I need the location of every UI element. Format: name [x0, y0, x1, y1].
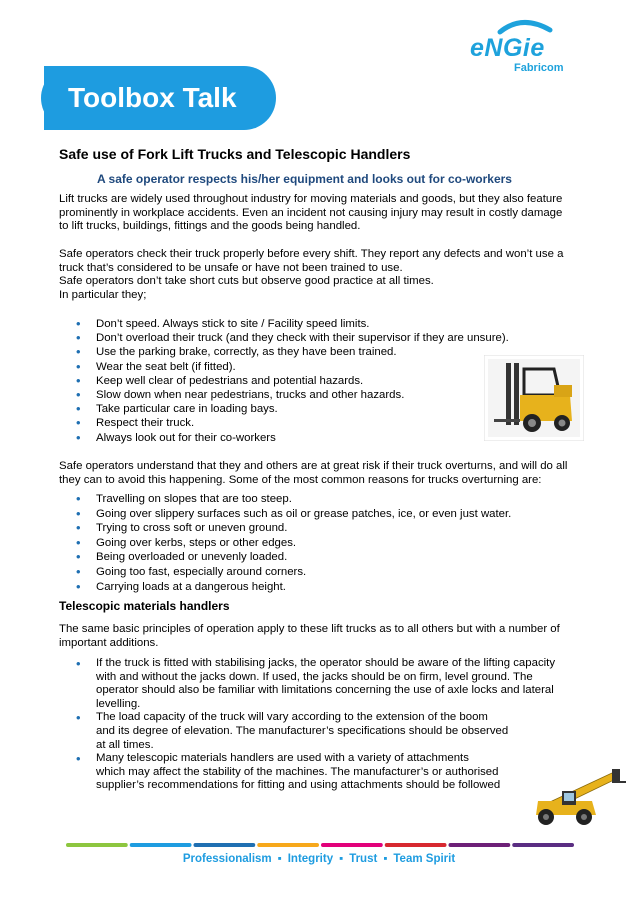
overturn-reasons-list [76, 492, 511, 594]
value-team-spirit: Team Spirit [393, 853, 456, 865]
safe-ops-line: In particular they; [59, 288, 147, 301]
tele-intro-line: The same basic principles of operation apply to these lift trucks as to all others but with a number of [59, 623, 560, 635]
list-item: • Travelling on slopes that are too steep. [76, 492, 511, 507]
tele-bullet-line: • If the truck is fitted with stabilising jacks, the operator should be aware of the lifting capacity [96, 657, 556, 669]
overturn-paragraph [59, 460, 583, 487]
list-item: • Carrying loads at a dangerous height. [76, 580, 511, 595]
value-trust: Trust [349, 853, 378, 865]
footer-bar-segment [321, 843, 383, 847]
footer-bar-segment [194, 843, 256, 847]
footer-bar-segment [449, 843, 511, 847]
intro-paragraph [59, 193, 583, 234]
list-item [76, 752, 555, 793]
list-item: • Trying to cross soft or uneven ground. [76, 521, 511, 536]
engie-logo [462, 12, 582, 74]
list-item: • Keep well clear of pedestrians and potential hazards. [76, 374, 509, 388]
tele-bullet-line: and its degree of elevation. The manufacturer’s specifications should be observed [96, 724, 509, 737]
intro-line: prominently in workplace accidents. Even an incident not causing injury may result in costly damage [59, 206, 563, 219]
banner-title: Toolbox Talk [68, 82, 237, 113]
footer-values [0, 853, 638, 865]
list-item: • Respect their truck. [76, 416, 509, 430]
tele-bullet-line: at all times. [96, 738, 154, 751]
tele-bullet-line: which may affect the stability of the machines. The manufacturer’s or authorised [96, 765, 499, 778]
footer-bar-segment [66, 843, 128, 847]
tele-intro-line: important additions. [59, 636, 159, 649]
list-item: • Take particular care in loading bays. [76, 402, 509, 416]
list-item: • Slow down when near pedestrians, trucks and other hazards. [76, 388, 509, 402]
value-integrity: Integrity [287, 853, 334, 865]
list-item: • Don’t overload their truck (and they check with their supervisor if they are unsure). [76, 331, 509, 345]
safe-operators-paragraph [59, 248, 583, 302]
page-subtitle: A safe operator respects his/her equipment and looks out for co-workers [97, 172, 512, 186]
list-item: • Wear the seat belt (if fitted). [76, 360, 509, 374]
list-item [76, 657, 555, 711]
logo-subtitle: Fabricom [514, 62, 564, 74]
footer-separator: ▪ [339, 853, 344, 865]
tele-bullet-line: supplier’s recommendations for fitting and using attachments should be followed [96, 779, 501, 792]
list-item: • Don’t speed. Always stick to site / Facility speed limits. [76, 317, 509, 331]
good-practice-list [76, 317, 509, 445]
overturn-line: Safe operators understand that they and others are at great risk if their truck overturns, and will do all [59, 460, 568, 472]
footer-separator: ▪ [277, 853, 282, 865]
list-item: • Being overloaded or unevenly loaded. [76, 550, 511, 565]
forklift-image [484, 355, 584, 441]
intro-line: Lift trucks are widely used throughout industry for moving materials and goods, but they also feature [59, 193, 563, 205]
list-item: • Going too fast, especially around corners. [76, 565, 511, 580]
footer-bar-segment [257, 843, 319, 847]
value-professionalism: Professionalism [182, 853, 272, 865]
page-title: Safe use of Fork Lift Trucks and Telescopic Handlers [59, 146, 411, 162]
footer-bar-segment [385, 843, 447, 847]
list-item: • Going over slippery surfaces such as oil or grease patches, ice, or even just water. [76, 507, 511, 522]
telescopic-list [76, 657, 555, 793]
tele-bullet-line: levelling. [96, 697, 141, 710]
telescopic-intro [59, 623, 583, 650]
overturn-line: they can to avoid this happening. Some of the most common reasons for trucks overturning are: [59, 473, 542, 486]
list-item: • Going over kerbs, steps or other edges. [76, 536, 511, 551]
safe-ops-line: truck that’s considered to be unsafe or have not been trained to use. [59, 261, 403, 274]
tele-bullet-line: with and without the jacks down. If used, the jacks should be on firm, level ground. The [96, 670, 533, 683]
footer-color-bar [66, 843, 576, 847]
footer-separator: ▪ [383, 853, 388, 865]
safe-ops-line: Safe operators don’t take short cuts but observe good practice at all times. [59, 275, 434, 288]
list-item: • Always look out for their co-workers [76, 431, 509, 445]
tele-bullet-line: • Many telescopic materials handlers are used with a variety of attachments [96, 752, 469, 765]
tele-bullet-line: • The load capacity of the truck will vary according to the extension of the boom [96, 711, 488, 724]
safe-ops-line: Safe operators check their truck properly before every shift. They report any defects and won’t use a [59, 248, 564, 260]
footer-bar-segment [130, 843, 192, 847]
list-item [76, 711, 555, 752]
logo-name: eNGie [470, 34, 545, 62]
list-item: • Use the parking brake, correctly, as they have been trained. [76, 345, 509, 359]
tele-bullet-line: operator should also be familiar with limitations concerning the use of axle locks and lateral [96, 684, 554, 697]
telehandler-image [532, 765, 626, 827]
telescopic-heading: Telescopic materials handlers [59, 599, 230, 613]
footer-bar-segment [512, 843, 574, 847]
intro-line: to lift trucks, buildings, fittings and the goods being handled. [59, 220, 361, 233]
